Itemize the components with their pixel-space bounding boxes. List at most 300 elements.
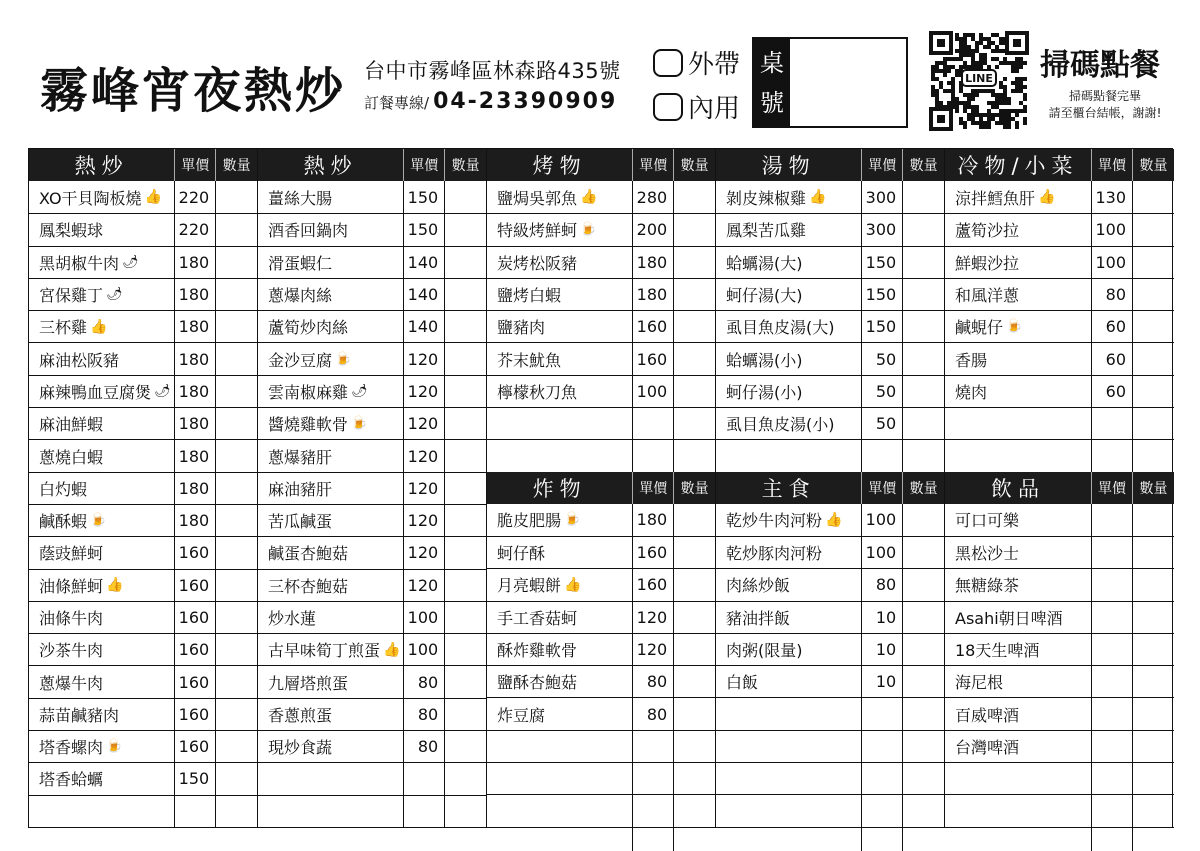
item-qty-cell[interactable]: [673, 537, 715, 568]
menu-item-row[interactable]: [945, 504, 1174, 536]
item-qty-cell[interactable]: [902, 311, 944, 342]
item-qty-cell[interactable]: [902, 569, 944, 600]
menu-item-row[interactable]: [487, 633, 715, 665]
item-qty-cell[interactable]: [444, 796, 486, 827]
menu-item-row[interactable]: [716, 310, 944, 342]
menu-item-row[interactable]: [258, 407, 486, 439]
item-qty-cell[interactable]: [215, 311, 257, 342]
menu-item-row[interactable]: [716, 278, 944, 310]
menu-item-row[interactable]: [258, 504, 486, 536]
empty-row: [945, 762, 1174, 794]
item-qty-cell[interactable]: [1132, 537, 1174, 568]
item-price: 100: [1091, 247, 1132, 278]
menu-item-row[interactable]: [716, 504, 944, 536]
item-qty-cell[interactable]: [1132, 504, 1174, 536]
item-qty-cell[interactable]: [444, 440, 486, 471]
item-name-text: 肉絲炒飯: [726, 576, 791, 596]
item-qty-cell[interactable]: [1132, 214, 1174, 245]
menu-item-row[interactable]: [29, 342, 257, 374]
item-qty-cell[interactable]: [902, 343, 944, 374]
item-name-text: XO干貝陶板燒: [39, 188, 142, 208]
menu-item-row[interactable]: [258, 439, 486, 471]
scan-note-line-2: 請至櫃台結帳，謝謝!: [1048, 106, 1162, 120]
item-price: [861, 763, 902, 794]
item-qty-cell[interactable]: [673, 698, 715, 729]
item-name-text: 18天生啤酒: [955, 641, 1040, 660]
menu-item-row[interactable]: [945, 246, 1174, 278]
menu-item-row[interactable]: [945, 536, 1174, 568]
item-qty-cell[interactable]: [673, 634, 715, 665]
item-qty-cell[interactable]: [444, 731, 486, 762]
item-name: [29, 666, 174, 697]
item-qty-cell[interactable]: [215, 214, 257, 245]
item-qty-cell[interactable]: [444, 279, 486, 310]
item-qty-cell[interactable]: [444, 699, 486, 730]
item-price: 80: [1091, 279, 1132, 310]
takeout-checkbox[interactable]: [653, 49, 683, 77]
menu-item-row[interactable]: [487, 536, 715, 568]
item-qty-cell[interactable]: [902, 698, 944, 729]
menu-item-row[interactable]: [29, 665, 257, 697]
item-qty-cell[interactable]: [902, 602, 944, 633]
item-name-text: 蘆筍沙拉: [955, 221, 1020, 241]
menu-item-row[interactable]: [945, 181, 1174, 213]
menu-item-row[interactable]: [716, 407, 944, 439]
item-qty-cell[interactable]: [215, 408, 257, 439]
item-qty-cell[interactable]: [444, 666, 486, 697]
item-name-text: 白灼蝦: [39, 479, 88, 499]
item-name-text: 蔥燒白蝦: [39, 447, 104, 467]
item-qty-cell[interactable]: [215, 343, 257, 374]
takeout-option[interactable]: [653, 44, 740, 81]
menu-item-row[interactable]: [29, 698, 257, 730]
item-qty-cell[interactable]: [444, 537, 486, 568]
item-price: [1091, 795, 1132, 826]
price-column-header: 單價: [861, 472, 902, 504]
item-price: 140: [403, 311, 444, 342]
item-qty-cell[interactable]: [673, 181, 715, 213]
item-price: [632, 440, 673, 471]
menu-item-row[interactable]: [258, 730, 486, 762]
item-qty-cell[interactable]: [673, 440, 715, 471]
item-name-text: 麻油豬肝: [268, 479, 333, 499]
item-qty-cell[interactable]: [444, 376, 486, 407]
menu-item-row[interactable]: [29, 181, 257, 213]
menu-item-row[interactable]: [258, 246, 486, 278]
item-name-text: 脆皮肥腸: [497, 511, 562, 531]
menu-item-row[interactable]: [29, 278, 257, 310]
item-name: [29, 343, 174, 374]
item-qty-cell[interactable]: [673, 279, 715, 310]
item-qty-cell[interactable]: [1132, 666, 1174, 697]
menu-item-row[interactable]: [258, 536, 486, 568]
item-price: 180: [174, 505, 215, 536]
item-qty-cell[interactable]: [215, 634, 257, 665]
menu-item-row[interactable]: [258, 633, 486, 665]
item-name: [29, 279, 174, 310]
item-qty-cell[interactable]: [673, 376, 715, 407]
item-qty-cell[interactable]: [902, 537, 944, 568]
item-price: 180: [174, 343, 215, 374]
item-qty-cell[interactable]: [1132, 247, 1174, 278]
item-price: 120: [632, 602, 673, 633]
empty-row: [487, 762, 715, 794]
item-name-text: 豬油拌飯: [726, 608, 791, 628]
menu-item-row[interactable]: [258, 601, 486, 633]
menu-item-row[interactable]: [945, 568, 1174, 600]
item-name: [258, 699, 403, 730]
empty-row: [716, 730, 944, 762]
price-column-header: 單價: [632, 472, 673, 504]
item-qty-cell[interactable]: [1132, 569, 1174, 600]
dine-in-checkbox[interactable]: [653, 93, 683, 121]
menu-item-row[interactable]: [29, 375, 257, 407]
item-price: 120: [403, 473, 444, 504]
menu-item-row[interactable]: [716, 342, 944, 374]
item-qty-cell[interactable]: [673, 666, 715, 697]
section-title: 湯物: [761, 154, 816, 178]
item-qty-cell[interactable]: [1132, 279, 1174, 310]
item-price: 160: [174, 602, 215, 633]
item-name-text: 芥末魷魚: [497, 350, 562, 370]
item-qty-cell[interactable]: [673, 569, 715, 600]
menu-item-row[interactable]: [258, 181, 486, 213]
menu-section: [29, 149, 257, 827]
item-qty-cell[interactable]: [1132, 311, 1174, 342]
menu-item-row[interactable]: [258, 278, 486, 310]
item-qty-cell[interactable]: [673, 602, 715, 633]
item-qty-cell[interactable]: [215, 796, 257, 827]
item-name: [29, 796, 174, 827]
item-qty-cell[interactable]: [1132, 731, 1174, 762]
item-qty-cell[interactable]: [673, 311, 715, 342]
menu-item-row[interactable]: [29, 536, 257, 568]
menu-column: [945, 149, 1174, 827]
empty-row: [716, 762, 944, 794]
item-name-text: 蛤蠣湯(大): [726, 253, 803, 273]
menu-item-row[interactable]: [29, 504, 257, 536]
item-qty-cell[interactable]: [1132, 602, 1174, 633]
item-qty-cell[interactable]: [673, 343, 715, 374]
item-name: [716, 795, 861, 826]
item-name: [716, 666, 861, 697]
item-qty-cell[interactable]: [444, 408, 486, 439]
empty-row: [487, 794, 715, 826]
item-qty-cell[interactable]: [673, 247, 715, 278]
item-name-text: 鳳梨苦瓜雞: [726, 221, 807, 241]
item-qty-cell[interactable]: [215, 602, 257, 633]
item-qty-cell[interactable]: [215, 570, 257, 601]
menu-column: [487, 149, 716, 827]
item-price: [174, 796, 215, 827]
item-name-text: 蘆筍炒肉絲: [268, 318, 349, 338]
qr-line-text: LINE: [965, 72, 993, 85]
item-name-text: 肉粥(限量): [726, 641, 803, 660]
menu-item-row[interactable]: [945, 342, 1174, 374]
menu-item-row[interactable]: [945, 310, 1174, 342]
item-name-text: 鹽烤白蝦: [497, 286, 562, 306]
item-qty-cell[interactable]: [902, 666, 944, 697]
menu-item-row[interactable]: [716, 633, 944, 665]
item-name: [945, 279, 1091, 310]
item-name-text: 蔭豉鮮蚵: [39, 544, 104, 564]
recommended-thumb-icon: 👍: [383, 641, 401, 658]
menu-item-row[interactable]: [29, 762, 257, 794]
item-price: [861, 731, 902, 762]
item-qty-cell[interactable]: [673, 408, 715, 439]
menu-item-row[interactable]: [716, 536, 944, 568]
menu-item-row[interactable]: [487, 665, 715, 697]
item-qty-cell[interactable]: [215, 731, 257, 762]
item-name-text: 鮮蝦沙拉: [955, 253, 1020, 273]
item-qty-cell[interactable]: [215, 279, 257, 310]
item-qty-cell[interactable]: [902, 795, 944, 826]
beer-pairing-icon: 🍺: [90, 513, 107, 529]
menu-item-row[interactable]: [716, 375, 944, 407]
item-qty-cell[interactable]: [444, 763, 486, 794]
item-name: [716, 602, 861, 633]
menu-item-row[interactable]: [29, 246, 257, 278]
item-qty-cell[interactable]: [673, 795, 715, 826]
menu-item-row[interactable]: [716, 181, 944, 213]
item-name: [29, 473, 174, 504]
menu-item-row[interactable]: [945, 601, 1174, 633]
section-header: [945, 149, 1174, 181]
menu-item-row[interactable]: [29, 310, 257, 342]
item-qty-cell[interactable]: [215, 699, 257, 730]
menu-item-row[interactable]: [945, 375, 1174, 407]
menu-item-row[interactable]: [487, 504, 715, 536]
item-qty-cell[interactable]: [444, 311, 486, 342]
item-qty-cell[interactable]: [902, 828, 944, 851]
item-qty-cell[interactable]: [444, 634, 486, 665]
item-name: [487, 311, 632, 342]
item-qty-cell[interactable]: [1132, 376, 1174, 407]
item-name: [487, 504, 632, 536]
item-price: 180: [174, 473, 215, 504]
menu-item-row[interactable]: [487, 697, 715, 729]
menu-item-row[interactable]: [716, 246, 944, 278]
item-price: 160: [174, 537, 215, 568]
recommended-thumb-icon: 👍: [825, 511, 843, 528]
item-name: [487, 214, 632, 245]
item-qty-cell[interactable]: [1132, 343, 1174, 374]
menu-item-row[interactable]: [487, 342, 715, 374]
item-name-text: 剝皮辣椒雞: [726, 188, 807, 208]
item-qty-cell[interactable]: [1132, 634, 1174, 665]
item-name-text: 檸檬秋刀魚: [497, 382, 578, 402]
item-price: 160: [174, 699, 215, 730]
item-name-text: 手工香菇蚵: [497, 608, 578, 628]
menu-item-row[interactable]: [945, 633, 1174, 665]
item-price: 150: [403, 181, 444, 213]
menu-item-row[interactable]: [29, 633, 257, 665]
item-qty-cell[interactable]: [1132, 181, 1174, 213]
menu-section: [945, 149, 1174, 472]
item-qty-cell[interactable]: [444, 473, 486, 504]
empty-row: [487, 730, 715, 762]
item-price: 50: [861, 376, 902, 407]
item-qty-cell[interactable]: [215, 181, 257, 213]
item-qty-cell[interactable]: [673, 504, 715, 536]
recommended-thumb-icon: 👍: [106, 577, 124, 594]
item-name: [487, 408, 632, 439]
item-qty-cell[interactable]: [902, 440, 944, 471]
dine-in-option[interactable]: [653, 88, 740, 125]
menu-item-row[interactable]: [487, 246, 715, 278]
item-qty-cell[interactable]: [444, 343, 486, 374]
menu-item-row[interactable]: [945, 213, 1174, 245]
item-qty-cell[interactable]: [1132, 698, 1174, 729]
menu-item-row[interactable]: [945, 697, 1174, 729]
menu-item-row[interactable]: [29, 213, 257, 245]
menu-item-row[interactable]: [29, 569, 257, 601]
line-qr-code-icon[interactable]: [929, 31, 1029, 131]
empty-row: [487, 407, 715, 439]
menu-item-row[interactable]: [258, 665, 486, 697]
address: 台中市霧峰區林森路435號: [364, 59, 621, 83]
item-price: 120: [403, 343, 444, 374]
item-qty-cell[interactable]: [673, 214, 715, 245]
item-name: [945, 376, 1091, 407]
menu-item-row[interactable]: [29, 730, 257, 762]
menu-item-row[interactable]: [258, 213, 486, 245]
item-name: [945, 763, 1091, 794]
item-name-text: 虱目魚皮湯(小): [726, 415, 835, 435]
item-price: 140: [403, 247, 444, 278]
menu-item-row[interactable]: [258, 698, 486, 730]
item-qty-cell[interactable]: [1132, 795, 1174, 826]
menu-item-row[interactable]: [716, 665, 944, 697]
menu-item-row[interactable]: [29, 407, 257, 439]
item-qty-cell[interactable]: [215, 537, 257, 568]
item-qty-cell[interactable]: [215, 440, 257, 471]
item-price: 80: [861, 569, 902, 600]
item-qty-cell[interactable]: [902, 376, 944, 407]
beer-pairing-icon: 🍺: [351, 416, 368, 432]
item-qty-cell[interactable]: [902, 504, 944, 536]
item-name: [945, 795, 1091, 826]
item-price: 150: [403, 214, 444, 245]
menu-item-row[interactable]: [29, 472, 257, 504]
item-qty-cell[interactable]: [673, 828, 715, 851]
item-qty-cell[interactable]: [215, 763, 257, 794]
item-qty-cell[interactable]: [215, 505, 257, 536]
item-qty-cell[interactable]: [902, 279, 944, 310]
item-qty-cell[interactable]: [444, 181, 486, 213]
item-name: [258, 181, 403, 213]
item-qty-cell[interactable]: [215, 247, 257, 278]
item-qty-cell[interactable]: [673, 731, 715, 762]
price-column-header: 單價: [1091, 149, 1132, 181]
menu-item-row[interactable]: [487, 310, 715, 342]
menu-item-row[interactable]: [945, 730, 1174, 762]
item-name: [487, 569, 632, 600]
item-name-text: 炒水蓮: [268, 609, 317, 628]
menu-item-row[interactable]: [945, 665, 1174, 697]
item-qty-cell[interactable]: [1132, 763, 1174, 794]
item-name: [716, 311, 861, 342]
item-price: [1091, 763, 1132, 794]
menu-item-row[interactable]: [487, 568, 715, 600]
item-name-text: 現炒食蔬: [268, 738, 333, 758]
item-name: [945, 634, 1091, 665]
item-name: [258, 666, 403, 697]
menu-item-row[interactable]: [258, 569, 486, 601]
item-name: [29, 214, 174, 245]
menu-item-row[interactable]: [945, 278, 1174, 310]
item-qty-cell[interactable]: [215, 376, 257, 407]
qty-column-header: 數量: [215, 149, 257, 181]
item-name: [258, 570, 403, 601]
item-name-text: Asahi朝日啤酒: [955, 608, 1063, 628]
item-name: [945, 343, 1091, 374]
item-qty-cell[interactable]: [1132, 408, 1174, 439]
item-qty-cell[interactable]: [902, 731, 944, 762]
item-qty-cell[interactable]: [902, 408, 944, 439]
item-qty-cell[interactable]: [1132, 828, 1174, 851]
menu-item-row[interactable]: [258, 342, 486, 374]
menu-item-row[interactable]: [487, 181, 715, 213]
item-price: 300: [861, 181, 902, 213]
item-qty-cell[interactable]: [1132, 440, 1174, 471]
menu-item-row[interactable]: [716, 601, 944, 633]
item-qty-cell[interactable]: [902, 214, 944, 245]
item-name-text: 雲南椒麻雞: [268, 382, 349, 402]
item-qty-cell[interactable]: [673, 763, 715, 794]
table-number-box[interactable]: [752, 37, 908, 128]
menu-item-row[interactable]: [716, 568, 944, 600]
item-price: 220: [174, 214, 215, 245]
menu-item-row[interactable]: [29, 439, 257, 471]
menu-item-row[interactable]: [487, 375, 715, 407]
menu-item-row[interactable]: [258, 310, 486, 342]
item-price: 180: [632, 504, 673, 536]
menu-item-row[interactable]: [487, 601, 715, 633]
item-name: [258, 311, 403, 342]
item-qty-cell[interactable]: [444, 505, 486, 536]
item-name-text: 塔香螺肉: [39, 738, 104, 758]
item-qty-cell[interactable]: [444, 602, 486, 633]
item-qty-cell[interactable]: [444, 247, 486, 278]
menu-item-row[interactable]: [258, 375, 486, 407]
item-qty-cell[interactable]: [444, 570, 486, 601]
item-qty-cell[interactable]: [902, 181, 944, 213]
item-qty-cell[interactable]: [902, 247, 944, 278]
menu-item-row[interactable]: [29, 601, 257, 633]
menu-item-row[interactable]: [487, 213, 715, 245]
item-name-text: 乾炒牛肉河粉: [726, 511, 823, 531]
item-qty-cell[interactable]: [444, 214, 486, 245]
menu-item-row[interactable]: [258, 472, 486, 504]
item-qty-cell[interactable]: [902, 763, 944, 794]
menu-item-row[interactable]: [716, 213, 944, 245]
item-price: [632, 795, 673, 826]
item-name-text: 海尼根: [955, 673, 1004, 693]
item-name-text: 涼拌鱈魚肝: [955, 188, 1036, 208]
item-name: [258, 440, 403, 471]
item-name: [29, 634, 174, 665]
item-qty-cell[interactable]: [902, 634, 944, 665]
item-qty-cell[interactable]: [215, 473, 257, 504]
menu-item-row[interactable]: [487, 278, 715, 310]
item-name: [29, 311, 174, 342]
item-price: [1091, 440, 1132, 471]
item-qty-cell[interactable]: [215, 666, 257, 697]
spicy-pepper-icon: 🌶: [351, 383, 368, 399]
item-name: [29, 181, 174, 213]
item-price: 80: [632, 666, 673, 697]
